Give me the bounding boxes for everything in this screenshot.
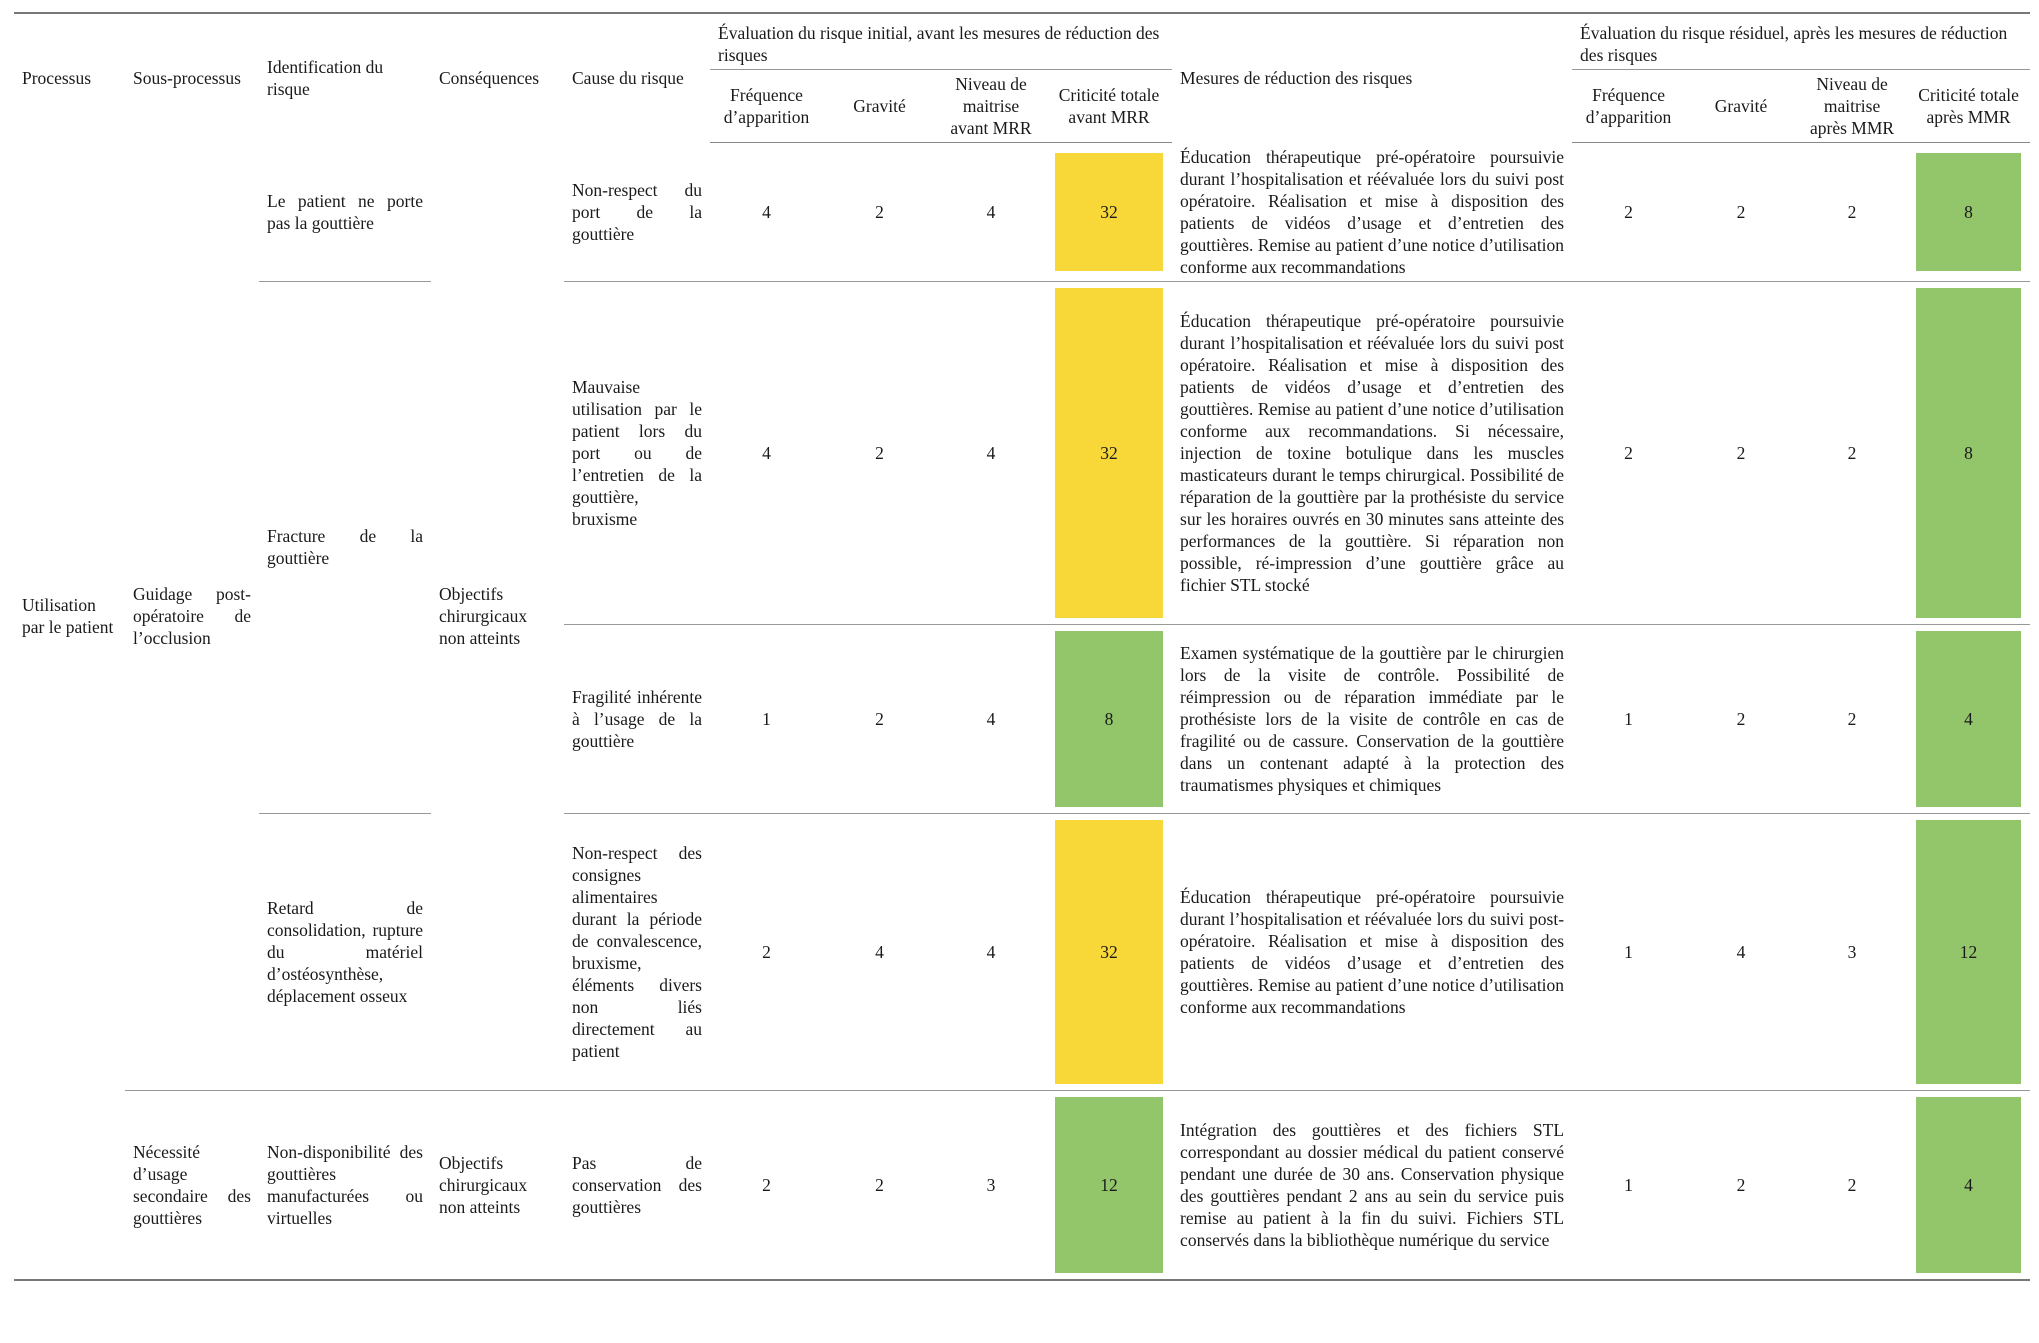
cell-consequences: Objectifs chirurgicaux non atteints [439,584,528,648]
table-row [14,1090,2030,1280]
header-niveau-avant: Niveau de maitrise avant MRR [936,70,1046,143]
header-row-1 [14,13,2030,70]
cell-gravite-residuel: 2 [1685,624,1797,813]
cell-gravite: 2 [823,624,936,813]
cell-niveau-residuel: 2 [1797,281,1907,624]
header-initial-group: Évaluation du risque initial, avant les mesures de réduction des risques [710,13,1172,70]
cell-gravite-residuel: 2 [1736,201,1746,222]
cell-sous-processus: Guidage post-opératoire de l’occlusion [133,584,251,648]
header-sous-processus: Sous-processus [133,68,241,89]
cell-identification: Retard de consolidation, rupture du matériel d’ostéosynthèse, déplacement osseux [259,813,431,1090]
header-gravite-initial: Gravité [823,70,936,143]
cell-criticite-apres: 12 [1907,813,2030,1090]
cell-niveau: 4 [936,813,1046,1090]
table-row [14,281,2030,624]
cell-sous-processus: Nécessité d’usage secondaire des gouttières [125,1090,259,1280]
header-criticite-avant: Criticité totale avant MRR [1046,70,1172,143]
header-processus: Processus [22,68,92,89]
table-row [14,813,2030,1090]
header-mesures: Mesures de réduction des risques [1180,68,1413,89]
cell-niveau-residuel: 2 [1797,624,1907,813]
cell-niveau: 4 [936,281,1046,624]
cell-gravite-residuel: 2 [1685,281,1797,624]
cell-gravite: 2 [823,281,936,624]
cell-mesures: Éducation thérapeutique pré-opératoire poursuivie durant l’hospitalisation et réévaluée lors du suivi post-opératoire. Réalisation et mise à disposition des patients de vidéos d’usage et d’entretien des gouttières. Remise au patient d’une notice d’utilisation conforme aux recommandations [1172,813,1572,1090]
cell-processus-empty [14,1090,125,1280]
cell-niveau: 3 [936,1090,1046,1280]
header-niveau-apres: Niveau de maitrise après MMR [1797,70,1907,143]
cell-mesures: Intégration des gouttières et des fichiers STL correspondant au dossier médical du patient conservé pendant une durée de 30 ans. Conservation physique des gouttières pendant 2 ans au sein du service puis remise au patient à la fin du suivi. Fichiers STL conservés dans la bibliothèque numérique du service [1172,1090,1572,1280]
cell-niveau-residuel: 3 [1797,813,1907,1090]
cell-niveau: 4 [986,201,996,222]
cell-mesures: Éducation thérapeutique pré-opératoire poursuivie durant l’hospitalisation et réévaluée lors du suivi post opératoire. Réalisation et mise à disposition des patients de vidéos d’usage et d’entretien des gouttières. Remise au patient d’une notice d’utilisation conforme aux recommandations. Si nécessaire, injection de toxine botulique dans les muscles masticateurs durant le temps chirurgical. Possibilité de réparation de la gouttière par la prothésiste du service sur les horaires ouvrés en 30 minutes sans atteinte des performances de la gouttière. Si réparation non possible, ré-impression d’une gouttière grâce au fichier STL stocké [1172,281,1572,624]
cell-criticite-avant: 32 [1046,281,1172,624]
cell-cause: Non-respect du port de la gouttière [572,179,702,244]
table-row [14,143,2030,282]
cell-identification: Le patient ne porte pas la gouttière [267,190,423,233]
risk-table-container [14,12,2030,1281]
cell-freq: 4 [762,201,771,222]
header-gravite-residuel: Gravité [1685,70,1797,143]
header-freq-initial: Fréquence d’apparition [710,70,823,143]
header-freq-residuel: Fréquence d’apparition [1572,70,1685,143]
cell-criticite-avant: 8 [1046,624,1172,813]
cell-criticite-avant: 32 [1046,813,1172,1090]
cell-freq-residuel: 1 [1572,813,1685,1090]
cell-freq: 1 [710,624,823,813]
risk-analysis-table [14,12,2030,1281]
cell-criticite-apres: 4 [1907,624,2030,813]
cell-mesures: Éducation thérapeutique pré-opératoire poursuivie durant l’hospitalisation et réévaluée lors du suivi post opératoire. Réalisation et mise à disposition des patients de vidéos d’usage et d’entretien des gouttières. Remise au patient d’une notice d’utilisation conforme aux recommandations [1180,146,1565,277]
cell-cause: Pas de conservation des gouttières [564,1090,710,1280]
cell-cause: Non-respect des consignes alimentaires durant la période de convalescence, bruxisme, éléments divers non liés directement au patient [564,813,710,1090]
cell-cause: Mauvaise utilisation par le patient lors du port ou de l’entretien de la gouttière, bruxisme [564,281,710,624]
cell-gravite-residuel: 4 [1685,813,1797,1090]
cell-niveau-residuel: 2 [1847,201,1857,222]
cell-identification: Non-disponibilité des gouttières manufacturées ou virtuelles [259,1090,431,1280]
cell-mesures: Examen systématique de la gouttière par le chirurgien lors de la visite de contrôle. Possibilité de réimpression ou de réparation immédiate par le prothésiste lors de la visite de contrôle en cas de fragilité ou de cassure. Conservation de la gouttière dans un contenant adapté à la protection des traumatismes physiques et chimiques [1172,624,1572,813]
cell-criticite-apres: 8 [1907,281,2030,624]
cell-gravite: 2 [875,201,884,222]
cell-criticite-apres: 4 [1907,1090,2030,1280]
cell-criticite-apres: 8 [1907,143,2030,282]
cell-niveau-residuel: 2 [1797,1090,1907,1280]
cell-gravite-residuel: 2 [1685,1090,1797,1280]
header-criticite-apres: Criticité totale après MMR [1907,70,2030,143]
cell-freq-residuel: 1 [1572,1090,1685,1280]
header-consequences: Conséquences [439,68,540,89]
cell-niveau: 4 [936,624,1046,813]
cell-consequences: Objectifs chirurgicaux non atteints [431,1090,564,1280]
cell-criticite-avant: 32 [1046,143,1172,282]
cell-freq: 4 [710,281,823,624]
cell-gravite: 4 [823,813,936,1090]
cell-gravite: 2 [823,1090,936,1280]
header-residuel-group: Évaluation du risque résiduel, après les mesures de réduction des risques [1572,13,2030,70]
cell-freq: 2 [710,1090,823,1280]
cell-freq-residuel: 2 [1572,281,1685,624]
header-identification: Identification du risque [267,57,384,100]
cell-freq: 2 [710,813,823,1090]
cell-freq-residuel: 2 [1624,201,1633,222]
cell-identification: Fracture de la gouttière [259,281,431,813]
cell-cause: Fragilité inhérente à l’usage de la gouttière [564,624,710,813]
cell-criticite-avant: 12 [1046,1090,1172,1280]
cell-freq-residuel: 1 [1572,624,1685,813]
cell-processus: Utilisation par le patient [22,595,114,638]
header-cause: Cause du risque [572,68,684,89]
